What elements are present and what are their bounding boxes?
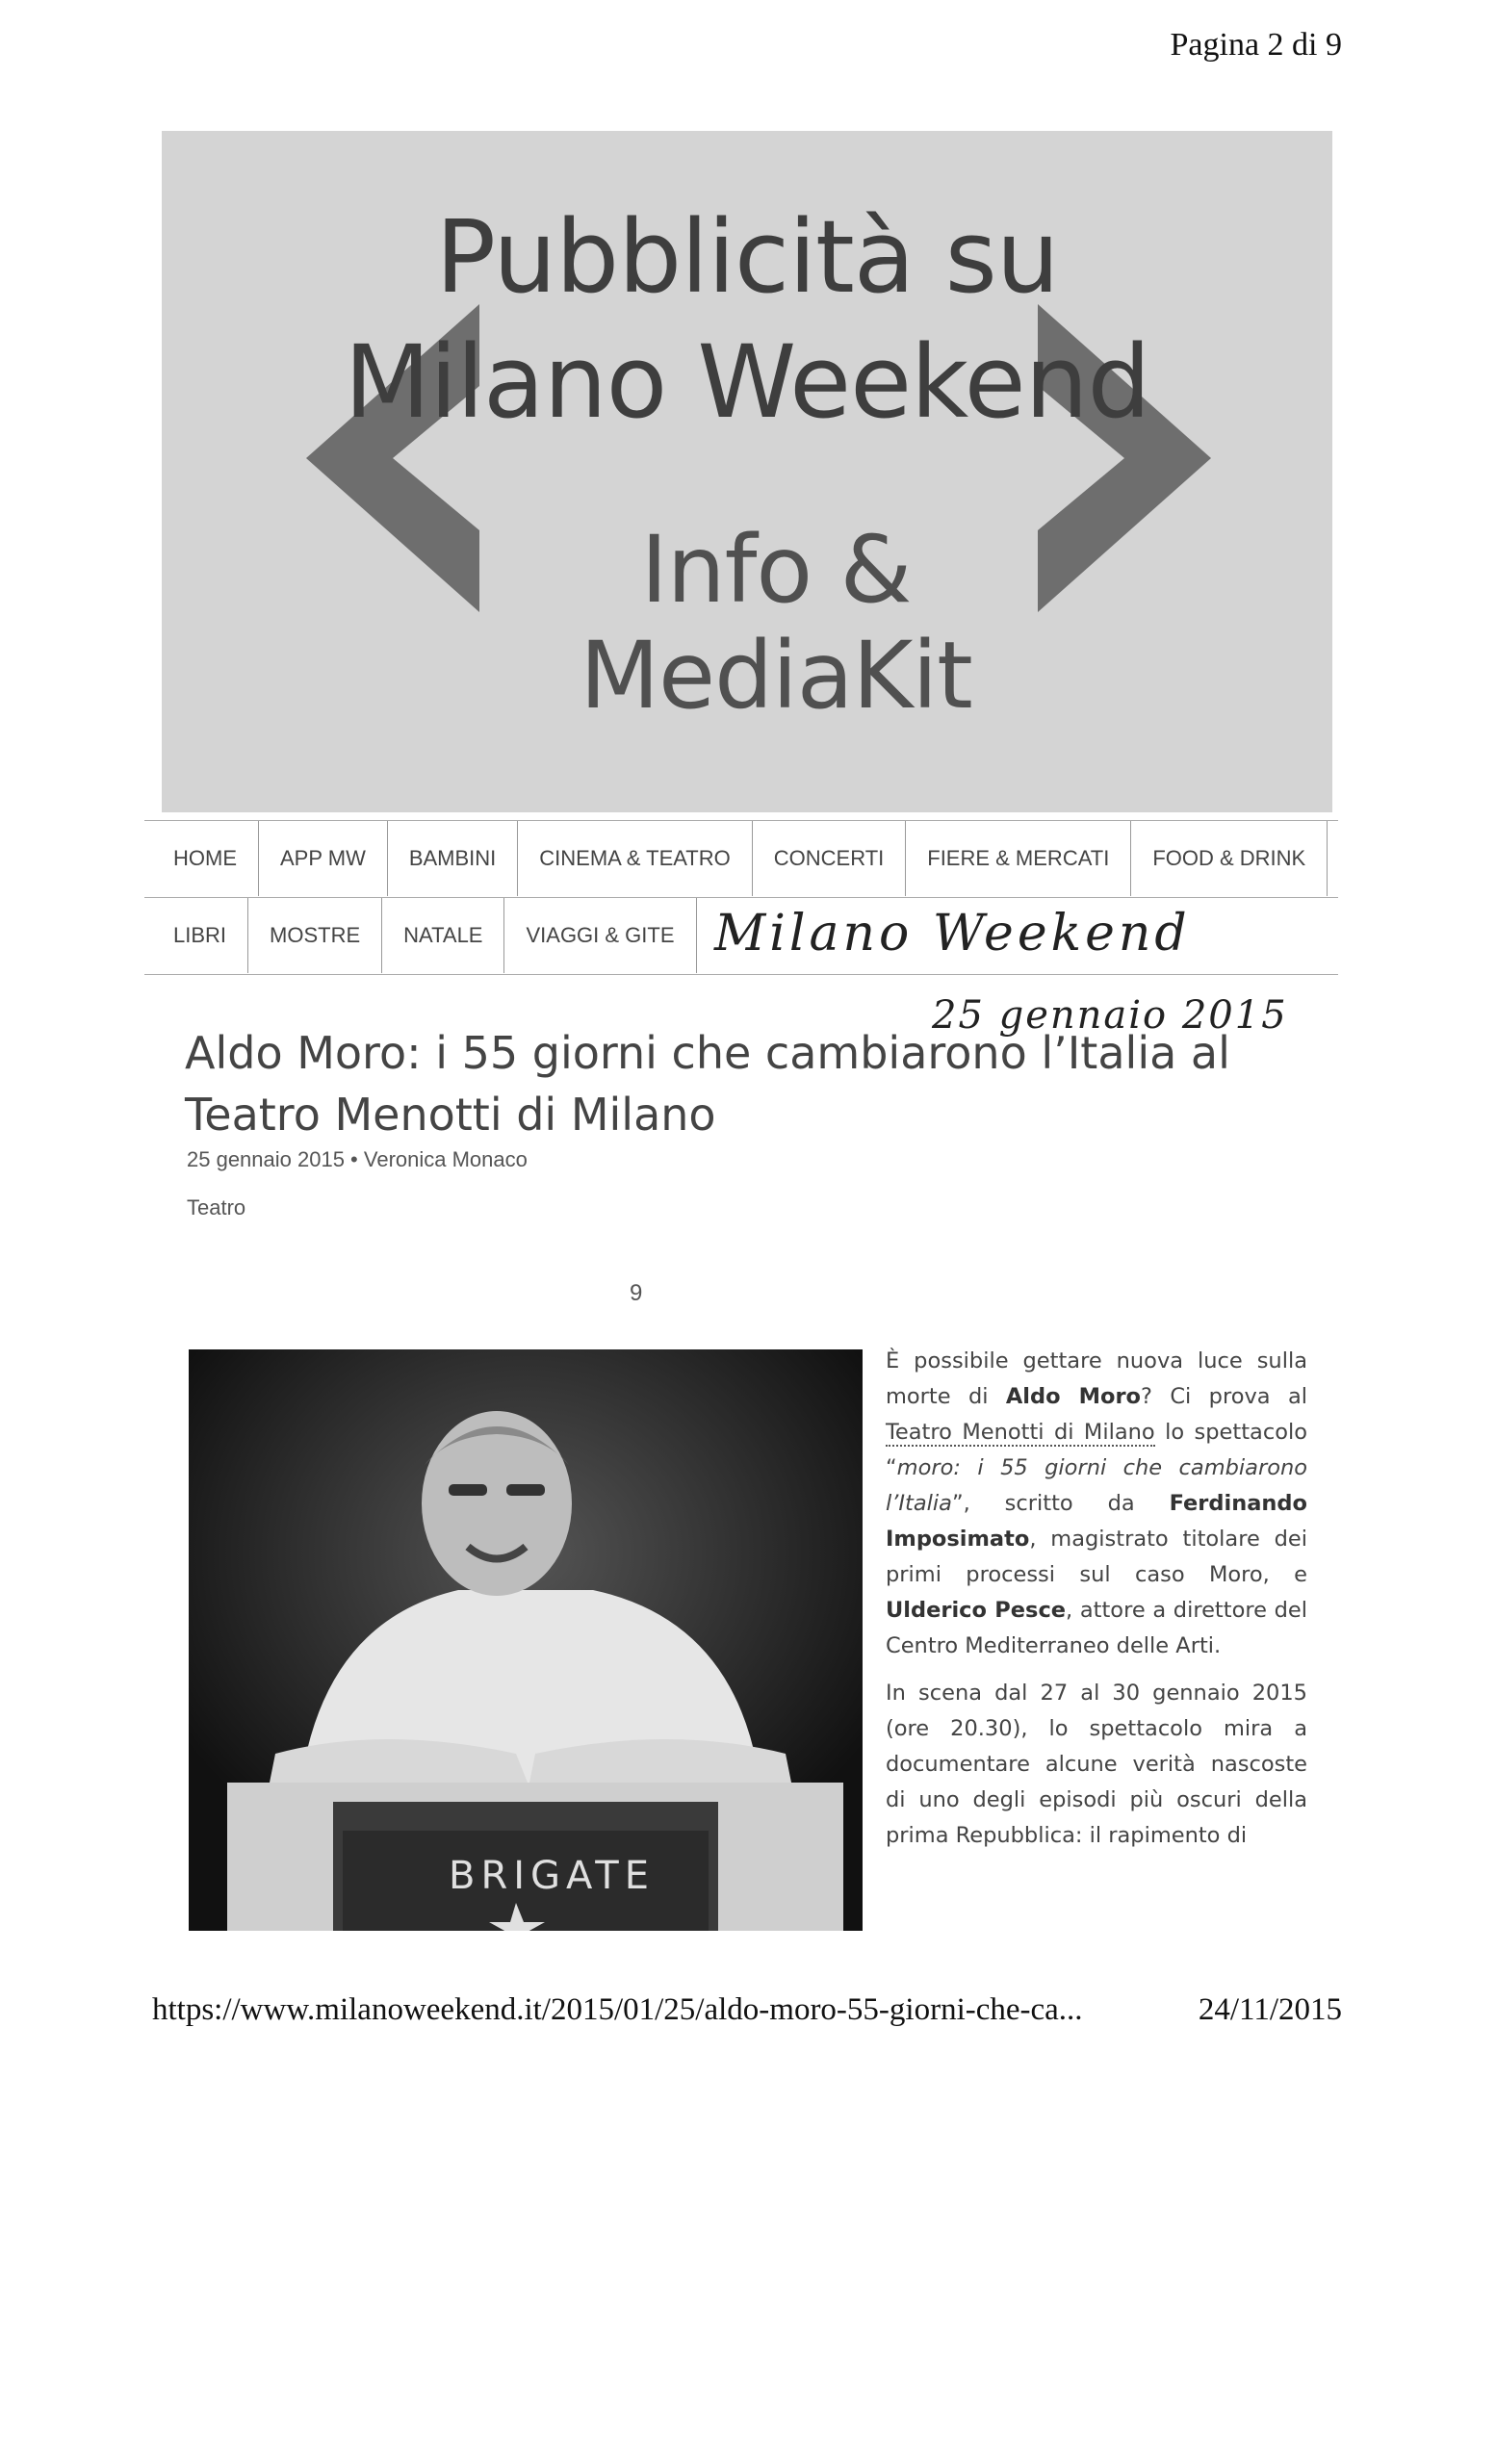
paragraph-2: In scena dal 27 al 30 gennaio 2015 (ore 20.30), lo spettacolo mira a documentare alcune verità nascoste di uno degli episodi più oscuri della prima Repubblica: il rapimento di [886, 1681, 1307, 1848]
nav-item-food-drink[interactable]: FOOD & DRINK [1131, 821, 1328, 896]
footer-url: https://www.milanoweekend.it/2015/01/25/aldo-moro-55-giorni-che-ca... [152, 1992, 1083, 2027]
name-imposimato: Ferdinando Imposimato [886, 1491, 1307, 1552]
article-meta [187, 1147, 528, 1172]
nav-divider-bottom [144, 974, 1338, 975]
main-nav-row-1 [152, 820, 1328, 897]
nav-item-mostre[interactable]: MOSTRE [248, 898, 382, 973]
banner-line-2: Milano Weekend [344, 323, 1150, 441]
nav-item-home[interactable]: HOME [152, 821, 259, 896]
advertising-banner[interactable] [162, 131, 1332, 812]
photo-illustration [189, 1349, 863, 1931]
nav-item-cinema-teatro[interactable]: CINEMA & TEATRO [518, 821, 752, 896]
share-counter: 9 [630, 1280, 643, 1306]
article-title: Aldo Moro: i 55 giorni che cambiarono l’Italia al Teatro Menotti di Milano [185, 1027, 1230, 1141]
author-link[interactable]: Veronica Monaco [363, 1147, 528, 1171]
nav-item-viaggi-gite[interactable]: VIAGGI & GITE [504, 898, 696, 973]
nav-item-bambini[interactable]: BAMBINI [388, 821, 518, 896]
nav-item-natale[interactable]: NATALE [382, 898, 504, 973]
brigate-text: BRIGATE [449, 1854, 655, 1898]
article-body [886, 1344, 1307, 1865]
banner-line-4: MediaKit [580, 622, 972, 730]
nav-item-libri[interactable]: LIBRI [152, 898, 248, 973]
article-photo [189, 1349, 863, 1931]
footer-date: 24/11/2015 [1198, 1992, 1342, 2027]
handwritten-date: 25 gennaio 2015 [932, 993, 1288, 1038]
paragraph-1: È possibile gettare nuova luce sulla morte di Aldo Moro? Ci prova al Teatro Menotti di Milano lo spettacolo “moro: i 55 giorni che cambiarono l’Italia”, scritto da Ferdinando Imposimato, magistrato titolare dei primi processi sul caso Moro, e Ulderico Pesce, attore a direttore del Centro Mediterraneo delle Arti. [886, 1348, 1307, 1658]
banner-line-3: Info & [640, 516, 912, 624]
nav-item-fiere-mercati[interactable]: FIERE & MERCATI [906, 821, 1131, 896]
nav-item-concerti[interactable]: CONCERTI [753, 821, 907, 896]
main-nav-row-2 [152, 897, 697, 974]
handwritten-source: Milano Weekend [714, 905, 1191, 962]
teatro-menotti-link[interactable]: Teatro Menotti di Milano [886, 1420, 1155, 1445]
category-link[interactable]: Teatro [187, 1195, 246, 1219]
name-pesce: Ulderico Pesce [886, 1598, 1067, 1623]
name-aldo-moro: Aldo Moro [1005, 1384, 1142, 1409]
meta-separator: • [344, 1147, 364, 1171]
banner-line-1: Pubblicità su [435, 198, 1059, 316]
show-title: moro: i 55 giorni che cambiarono l’Italia [886, 1455, 1307, 1516]
article-date: 25 gennaio 2015 [187, 1147, 345, 1171]
page-number: Pagina 2 di 9 [1170, 27, 1342, 63]
nav-item-app-mw[interactable]: APP MW [259, 821, 388, 896]
